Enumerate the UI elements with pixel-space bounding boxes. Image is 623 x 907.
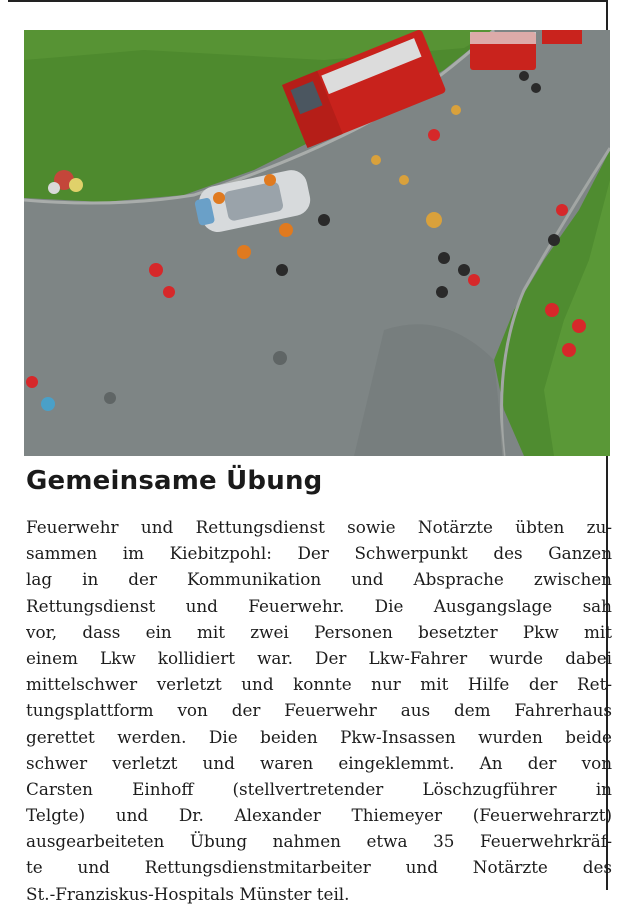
- body-line: te und Rettungsdienstmitarbeiter und Notärzte des: [26, 857, 612, 878]
- body-line: Carsten Einhoff (stellvertretender Löschzugführer in: [26, 778, 612, 799]
- aerial-scene-illustration: [24, 30, 610, 456]
- body-line: Telgte) und Dr. Alexander Thiemeyer (Feuerwehrarzt): [26, 805, 612, 826]
- body-line: vor, dass ein mit zwei Personen besetzter Pkw mit: [26, 621, 612, 642]
- body-line: St.-Franziskus-Hospitals Münster teil.: [26, 883, 350, 904]
- body-line: Feuerwehr und Rettungsdienst sowie Notärzte übten zu-: [26, 517, 612, 537]
- body-line: lag in der Kommunikation und Absprache zwischen: [26, 569, 612, 590]
- body-line: ausgearbeiteten Übung nahmen etwa 35 Feuerwehrkräf-: [26, 831, 612, 852]
- article-headline: Gemeinsame Übung: [26, 466, 323, 496]
- article-photo: [24, 30, 610, 456]
- body-line: sammen im Kiebitzpohl: Der Schwerpunkt des Ganzen: [26, 543, 612, 564]
- body-line: einem Lkw kollidiert war. Der Lkw-Fahrer wurde dabei: [26, 647, 612, 668]
- body-line: gerettet werden. Die beiden Pkw-Insassen wurden beide: [26, 726, 612, 747]
- body-line: tungsplattform von der Feuerwehr aus dem Fahrerhaus: [26, 700, 612, 721]
- body-line: Rettungsdienst und Feuerwehr. Die Ausgangslage sah: [26, 595, 612, 616]
- body-line: schwer verletzt und waren eingeklemmt. An der von: [26, 752, 612, 773]
- body-line: mittelschwer verletzt und konnte nur mit Hilfe der Ret-: [26, 674, 612, 695]
- article-body: [26, 514, 612, 907]
